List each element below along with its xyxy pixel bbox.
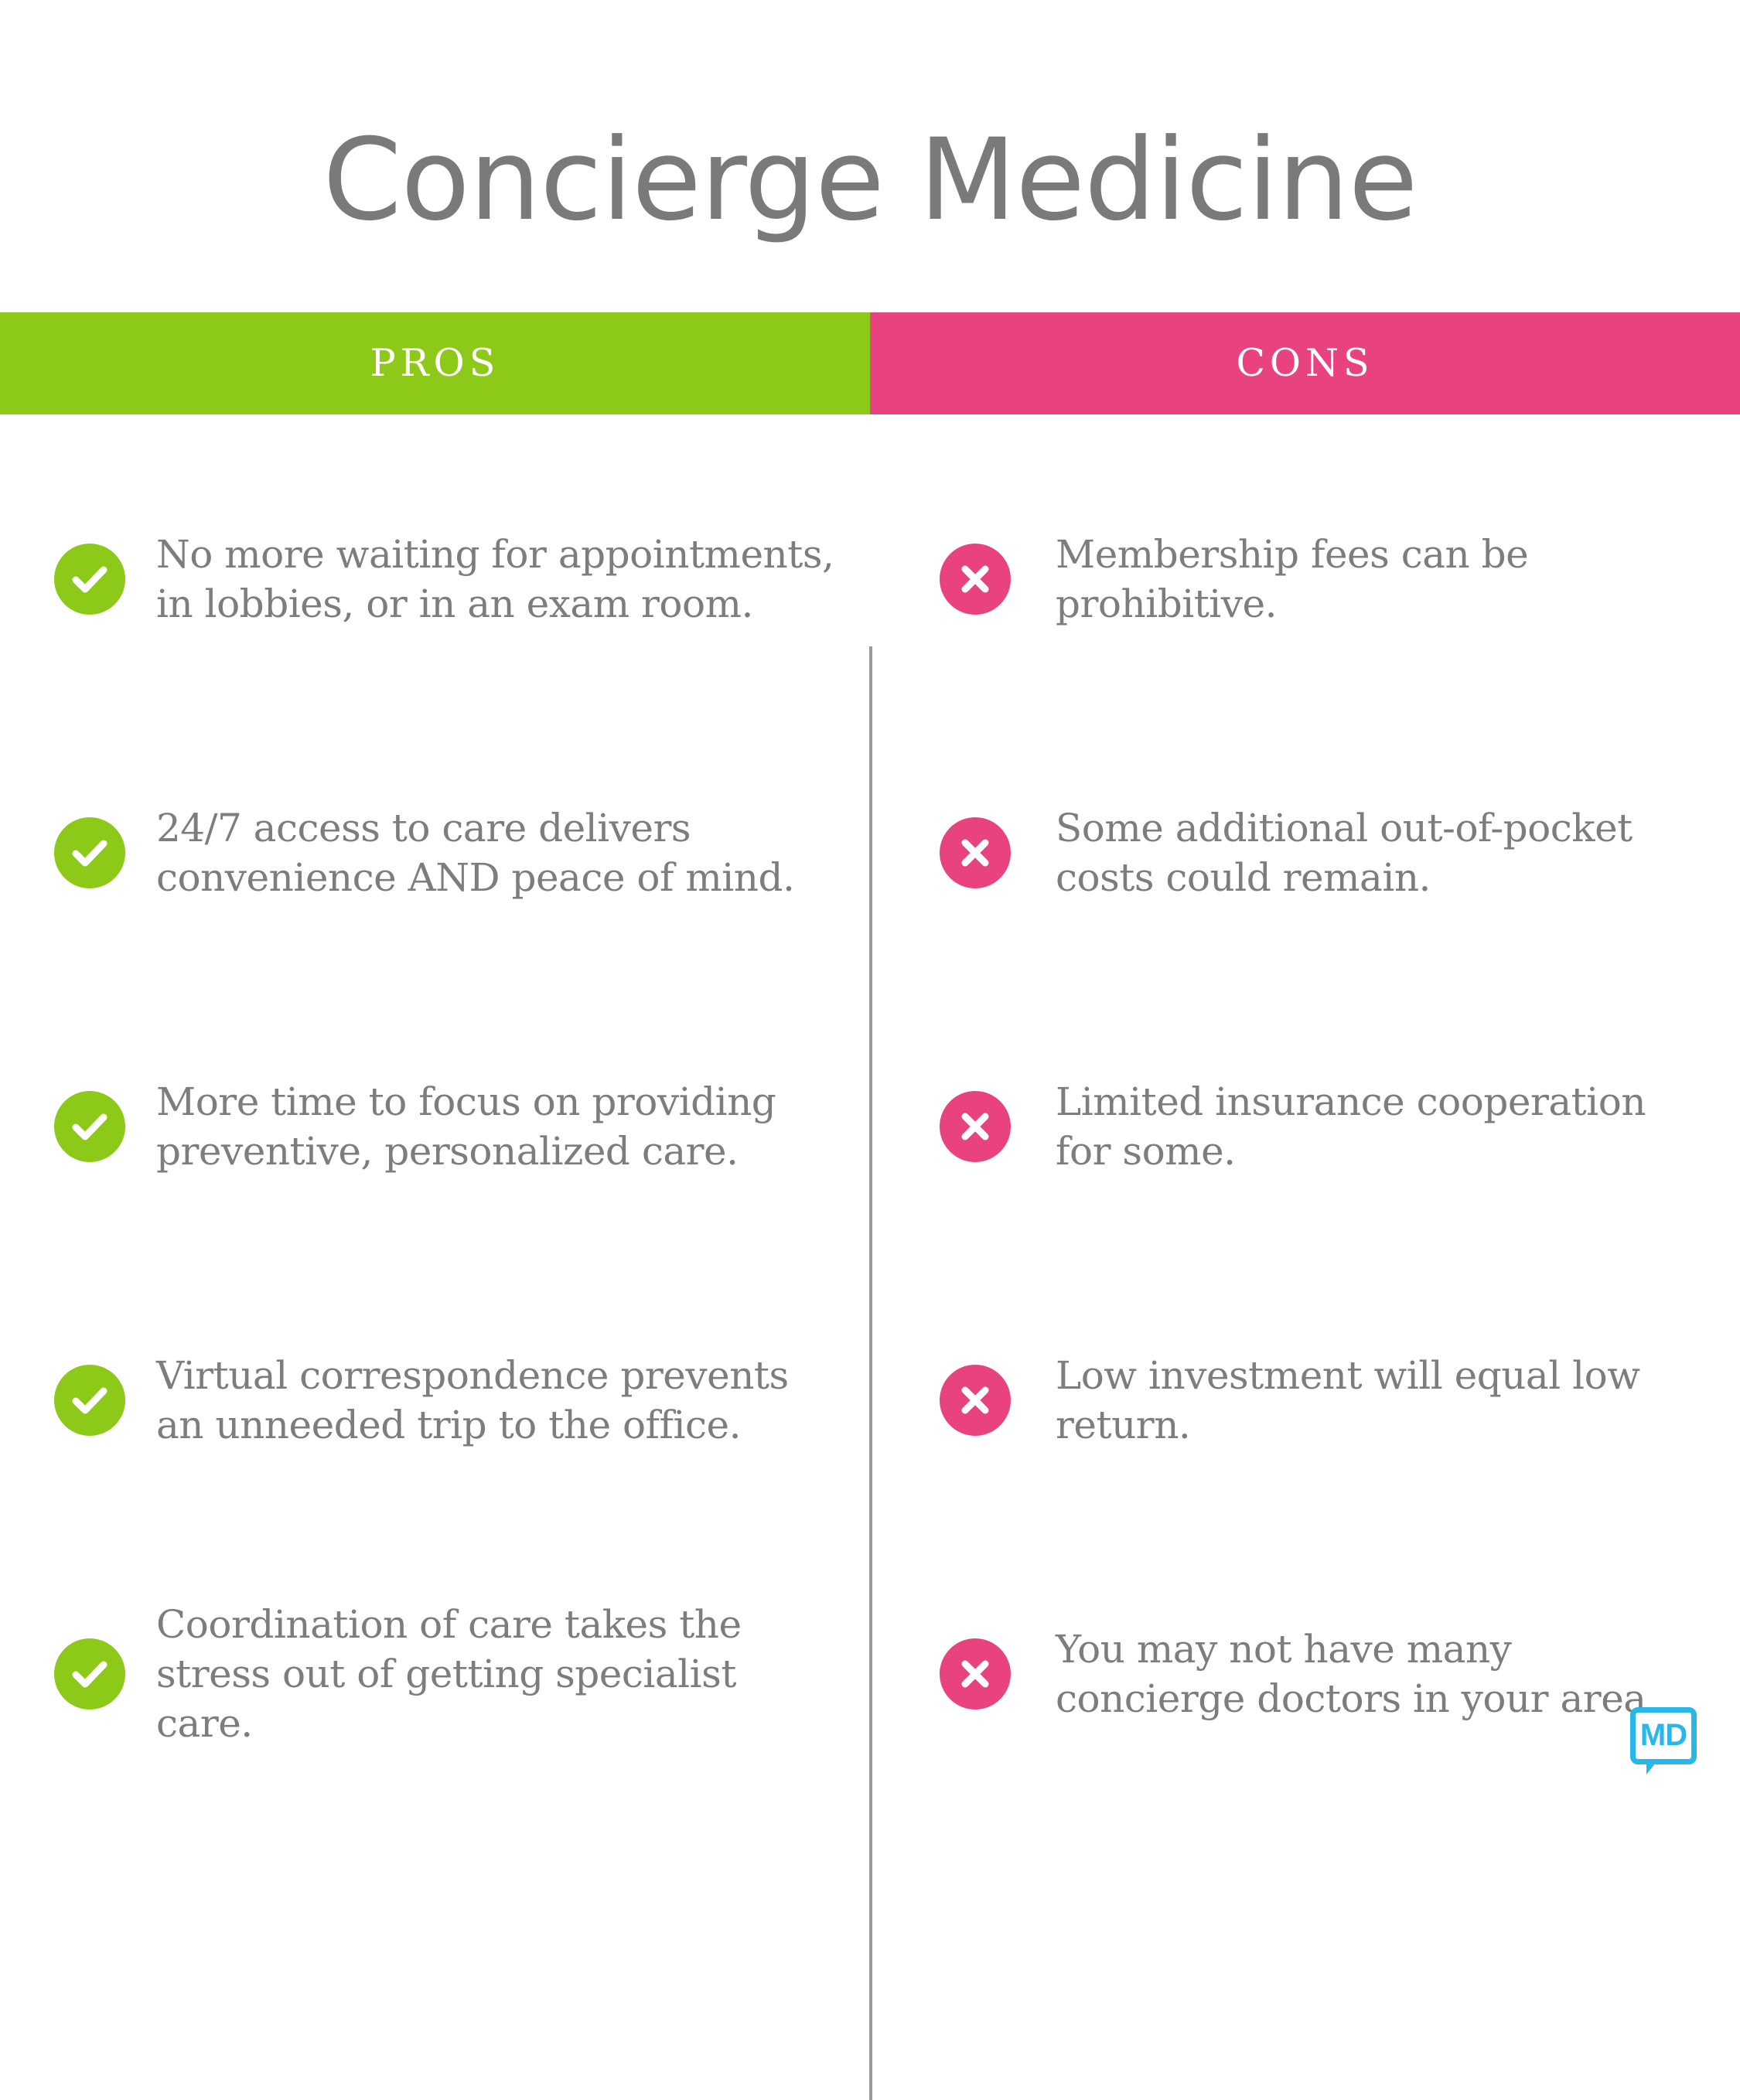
list-item-text: 24/7 access to care delivers convenience AND peace of mind. <box>156 805 795 900</box>
list-item <box>940 1263 1709 1537</box>
x-icon <box>940 544 1011 615</box>
logo-badge <box>1630 1707 1697 1764</box>
check-icon <box>54 817 125 888</box>
pros-column <box>0 414 870 1811</box>
pros-header: PROS <box>0 312 870 414</box>
list-item <box>54 1537 839 1811</box>
x-icon <box>940 1638 1011 1710</box>
list-item <box>940 1537 1709 1811</box>
list-item-text: Limited insurance cooperation for some. <box>1056 1079 1646 1174</box>
list-item <box>940 716 1709 990</box>
list-item-text: Low investment will equal low return. <box>1056 1352 1640 1447</box>
column-headers <box>0 312 1740 414</box>
list-item-text: Coordination of care takes the stress out of getting specialist care. <box>156 1601 742 1746</box>
check-icon <box>54 1638 125 1710</box>
list-item-text: No more waiting for appointments, in lobbies, or in an exam room. <box>156 531 834 626</box>
x-icon <box>940 1091 1011 1162</box>
page-title: Concierge Medicine <box>322 114 1418 246</box>
list-item-text: More time to focus on providing preventive, personalized care. <box>156 1079 776 1174</box>
cons-column <box>870 414 1740 1811</box>
logo-label: MD <box>1639 1718 1687 1753</box>
list-item-text: You may not have many concierge doctors in your area. <box>1056 1626 1658 1721</box>
check-icon <box>54 1091 125 1162</box>
x-icon <box>940 817 1011 888</box>
check-icon <box>54 544 125 615</box>
list-item <box>940 442 1709 716</box>
list-item <box>54 716 839 990</box>
check-icon <box>54 1365 125 1436</box>
list-item <box>54 1263 839 1537</box>
list-item <box>940 990 1709 1263</box>
list-item <box>54 990 839 1263</box>
list-item-text: Virtual correspondence prevents an unneeded trip to the office. <box>156 1352 789 1447</box>
infographic-root <box>0 76 1740 1815</box>
list-item <box>54 442 839 716</box>
list-item-text: Some additional out-of-pocket costs could remain. <box>1056 805 1633 900</box>
x-icon <box>940 1365 1011 1436</box>
speech-bubble-tail-icon <box>1646 1759 1659 1774</box>
md-logo <box>1630 1707 1697 1778</box>
cons-header: CONS <box>870 312 1740 414</box>
column-divider <box>869 646 872 2100</box>
content-columns <box>0 414 1740 1811</box>
list-item-text: Membership fees can be prohibitive. <box>1056 531 1529 626</box>
